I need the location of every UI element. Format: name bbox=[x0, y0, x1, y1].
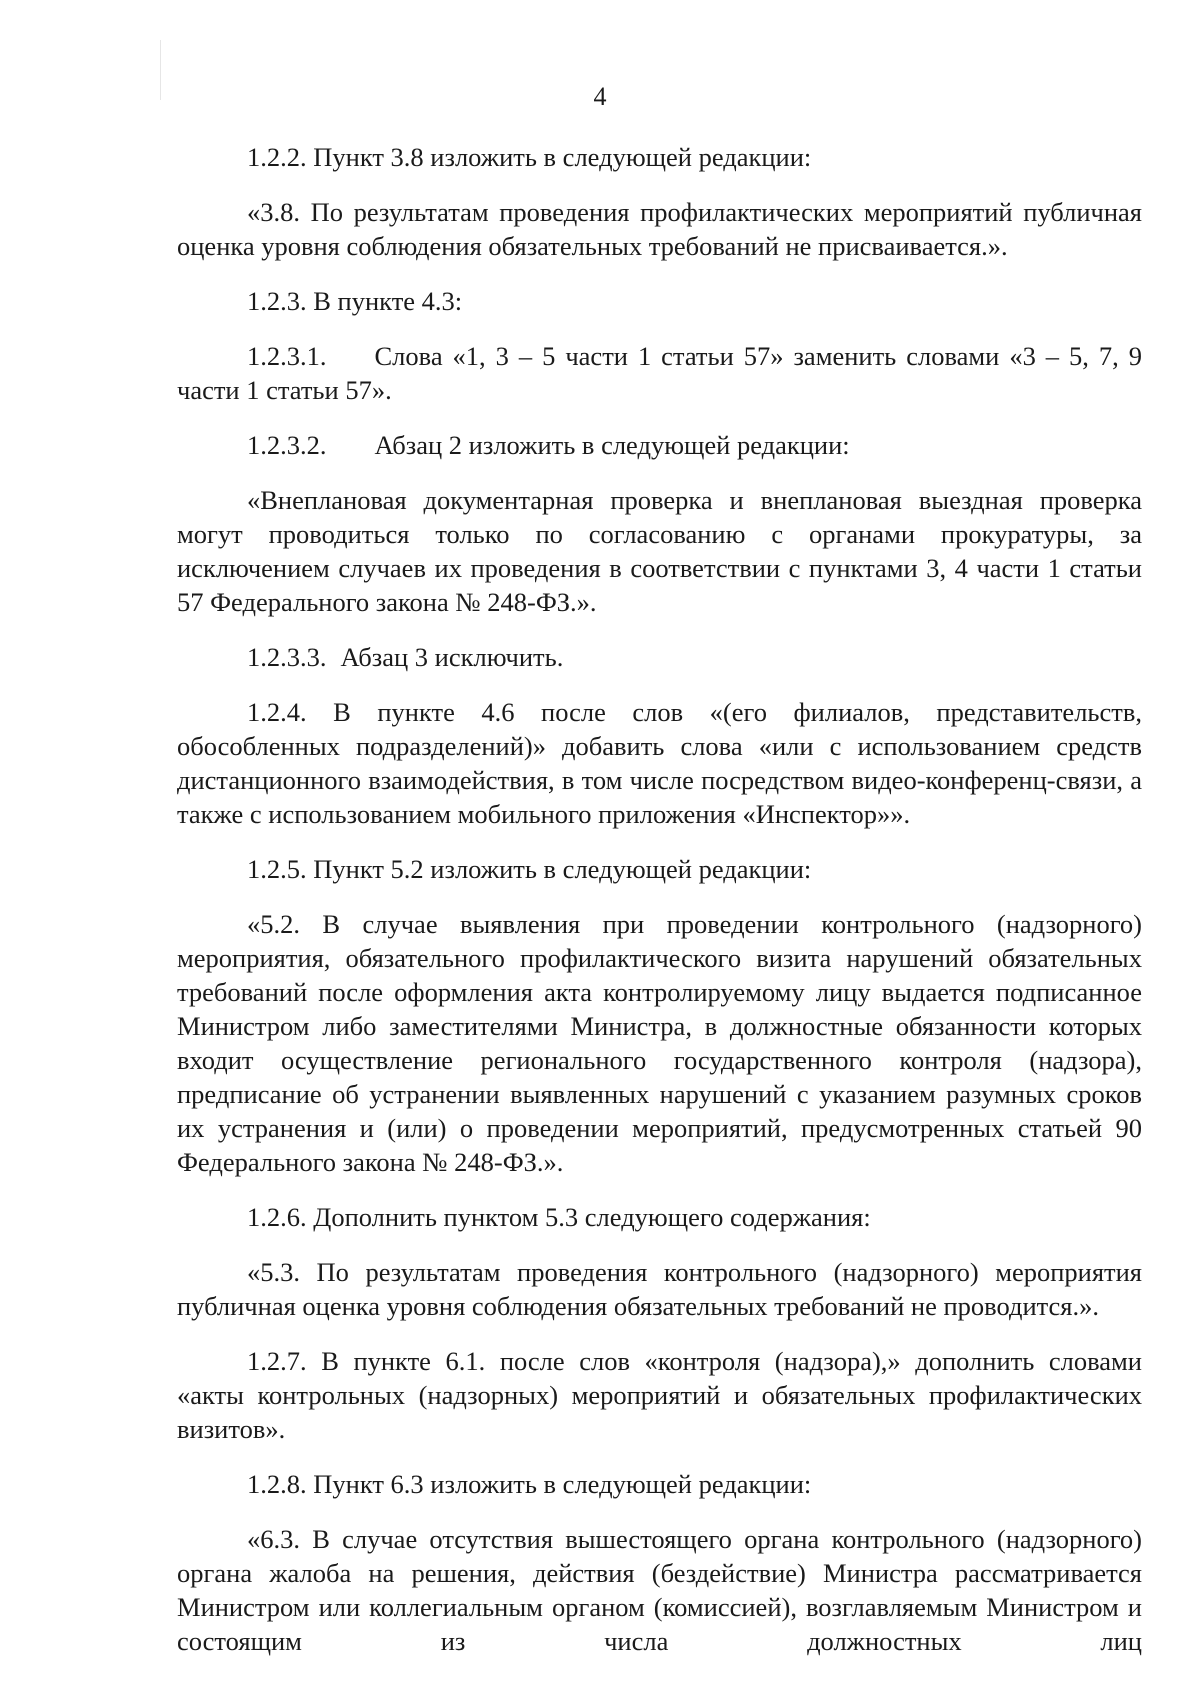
paragraph-quote-5-3: «5.3. По результатам проведения контрольного (надзорного) мероприятия публичная оценка уровня соблюдения обязательных требований не проводится.». bbox=[177, 1257, 1142, 1321]
paragraph-1-2-3-3 bbox=[177, 640, 1142, 674]
item-text: Слова «1, 3 – 5 части 1 статьи 57» заменить словами «3 – 5, 7, 9 части 1 статьи 57». bbox=[177, 341, 1142, 405]
item-number: 1.2.3.3. bbox=[247, 642, 327, 672]
document-body bbox=[177, 140, 1142, 1679]
paragraph-1-2-6: 1.2.6. Дополнить пунктом 5.3 следующего содержания: bbox=[247, 1202, 871, 1232]
item-number: 1.2.3.1. bbox=[247, 341, 327, 371]
item-text: Абзац 2 изложить в следующей редакции: bbox=[374, 430, 850, 460]
item-number: 1.2.3.2. bbox=[247, 430, 327, 460]
paragraph-quote-3-8: «3.8. По результатам проведения профилактических мероприятий публичная оценка уровня соблюдения обязательных требований не присваивается.». bbox=[177, 197, 1142, 261]
paragraph-1-2-7: 1.2.7. В пункте 6.1. после слов «контроля (надзора),» дополнить словами «акты контрольных (надзорных) мероприятий и обязательных профилактических визитов». bbox=[177, 1346, 1142, 1444]
paragraph-1-2-5: 1.2.5. Пункт 5.2 изложить в следующей редакции: bbox=[247, 854, 812, 884]
item-text: Абзац 3 исключить. bbox=[340, 642, 564, 672]
paragraph-1-2-2: 1.2.2. Пункт 3.8 изложить в следующей редакции: bbox=[247, 142, 812, 172]
paragraph-quote-unscheduled-inspection: «Внеплановая документарная проверка и внеплановая выездная проверка могут проводиться только по согласованию с органами прокуратуры, за исключением случаев их проведения в соответствии с пунктами 3, 4 части 1 статьи 57 Федерального закона № 248-ФЗ.». bbox=[177, 485, 1142, 617]
paragraph-1-2-3-1 bbox=[177, 339, 1142, 407]
paragraph-1-2-3: 1.2.3. В пункте 4.3: bbox=[247, 286, 463, 316]
page-number: 4 bbox=[593, 82, 607, 111]
paragraph-1-2-3-2 bbox=[177, 428, 1142, 462]
paragraph-quote-6-3: «6.3. В случае отсутствия вышестоящего органа контрольного (надзорного) органа жалоба на решения, действия (бездействие) Министра рассматривается Министром или коллегиальным органом (комиссией), возглавляемым Министром и состоящим из числа должностных лиц bbox=[177, 1524, 1142, 1656]
paragraph-1-2-4: 1.2.4. В пункте 4.6 после слов «(его филиалов, представительств, обособленных подразделений)» добавить слова «или с использованием средств дистанционного взаимодействия, в том числе посредством видео-конференц-связи, а также с использованием мобильного приложения «Инспектор»». bbox=[177, 697, 1142, 829]
paragraph-1-2-8: 1.2.8. Пункт 6.3 изложить в следующей редакции: bbox=[247, 1469, 812, 1499]
paragraph-quote-5-2: «5.2. В случае выявления при проведении контрольного (надзорного) мероприятия, обязательного профилактического визита нарушений обязательных требований после оформления акта контролируемому лицу выдается подписанное Министром либо заместителями Министра, в должностные обязанности которых входит осуществление регионального государственного контроля (надзора), предписание об устранении выявленных нарушений с указанием разумных сроков их устранения и (или) о проведении мероприятий, предусмотренных статьей 90 Федерального закона № 248-ФЗ.». bbox=[177, 909, 1142, 1177]
